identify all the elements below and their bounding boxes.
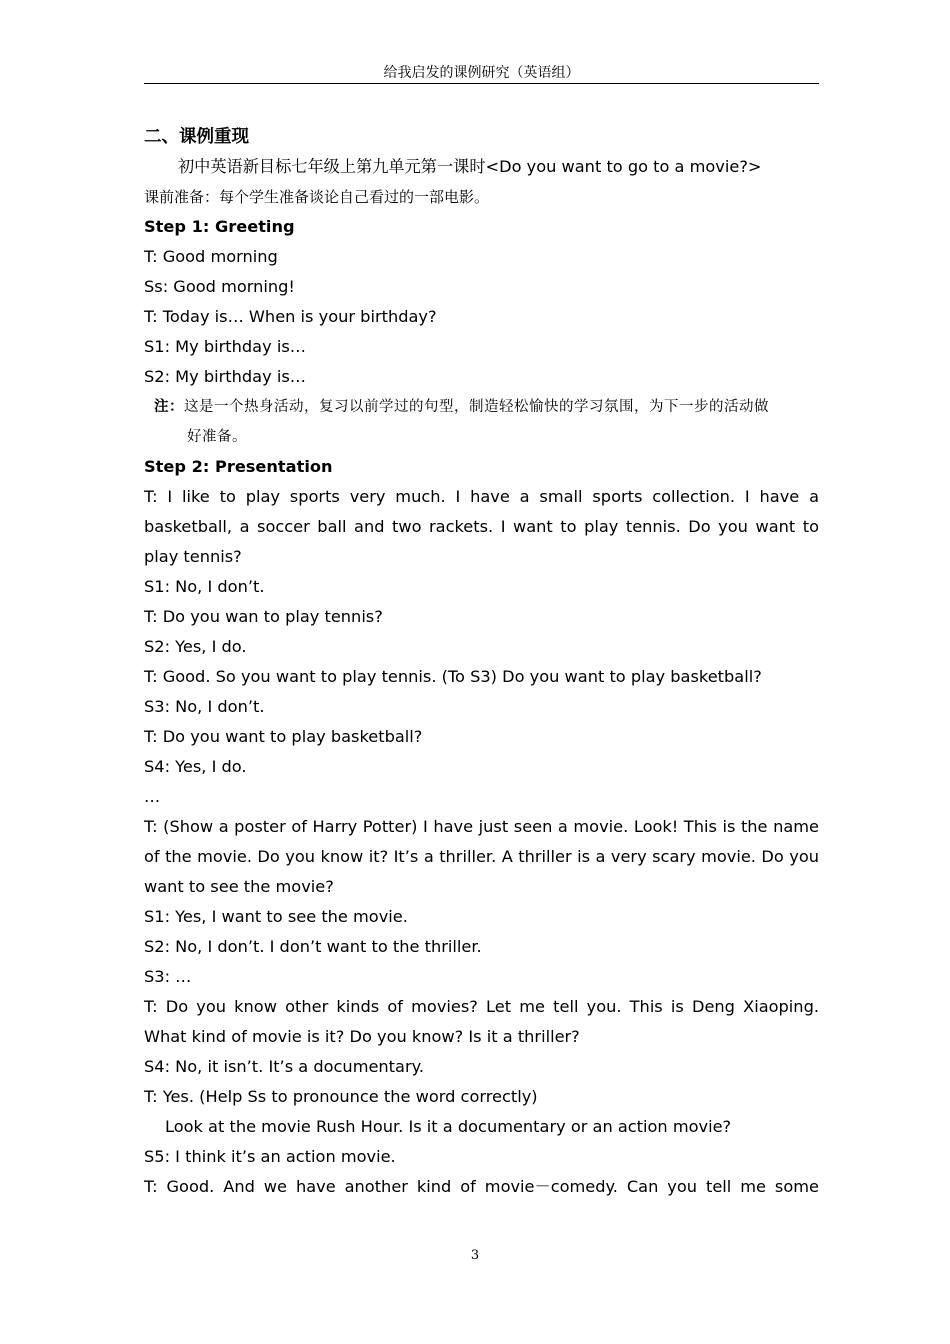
- dialogue-line: Look at the movie Rush Hour. Is it a documentary or an action movie?: [165, 1117, 732, 1136]
- note-text: 这是一个热身活动，复习以前学过的句型，制造轻松愉快的学习氛围，为下一步的活动做: [184, 399, 769, 415]
- dialogue-paragraph: T: Do you know other kinds of movies? Let me tell you. This is Deng Xiaoping. What kind of movie is it? Do you know? Is it a thriller?: [144, 997, 819, 1046]
- dialogue-line: S2: No, I don’t. I don’t want to the thriller.: [144, 937, 482, 956]
- dialogue-line: T: Good. And we have another kind of movie－comedy. Can you tell me some: [144, 1177, 819, 1196]
- lesson-title: 初中英语新目标七年级上第九单元第一课时<Do you want to go to a movie?>: [178, 157, 762, 176]
- dialogue-line: T: Good. So you want to play tennis. (To S3) Do you want to play basketball?: [144, 667, 762, 686]
- dialogue-paragraph: T: (Show a poster of Harry Potter) I have just seen a movie. Look! This is the name of the movie. Do you know it? It’s a thriller. A thriller is a very scary movie. Do you want to see the movie?: [144, 817, 819, 896]
- dialogue-line: S5: I think it’s an action movie.: [144, 1147, 396, 1166]
- dialogue-line: S4: Yes, I do.: [144, 757, 247, 776]
- dialogue-line: S4: No, it isn’t. It’s a documentary.: [144, 1057, 425, 1076]
- page-number: 3: [470, 1248, 480, 1263]
- step1-heading: Step 1: Greeting: [144, 217, 295, 236]
- note-label: 注：: [154, 398, 184, 415]
- dialogue-line: T: Do you wan to play tennis?: [144, 607, 383, 626]
- dialogue-line: S1: No, I don’t.: [144, 577, 265, 596]
- step2-heading: Step 2: Presentation: [144, 457, 333, 476]
- dialogue-line: S2: My birthday is…: [144, 367, 306, 386]
- dialogue-paragraph: T: I like to play sports very much. I have a small sports collection. I have a basketball, a soccer ball and two rackets. I want to play tennis. Do you want to play tennis?: [144, 487, 819, 566]
- dialogue-line: T: Do you want to play basketball?: [144, 727, 423, 746]
- dialogue-line: S1: My birthday is…: [144, 337, 306, 356]
- dialogue-line: S1: Yes, I want to see the movie.: [144, 907, 408, 926]
- dialogue-line: S2: Yes, I do.: [144, 637, 247, 656]
- preparation-text: 课前准备：每个学生准备谈论自己看过的一部电影。: [144, 188, 490, 206]
- section-title: 二、课例重现: [144, 127, 249, 147]
- dialogue-line: S3: No, I don’t.: [144, 697, 265, 716]
- note-continuation: 好准备。: [187, 429, 247, 445]
- dialogue-line: S3: …: [144, 967, 192, 986]
- page-header: 给我启发的课例研究（英语组）: [144, 64, 819, 84]
- ellipsis-line: …: [144, 787, 161, 806]
- step1-note: [144, 392, 819, 422]
- dialogue-line: Ss: Good morning!: [144, 277, 295, 296]
- dialogue-line: T: Today is… When is your birthday?: [144, 307, 437, 326]
- dialogue-line: T: Yes. (Help Ss to pronounce the word correctly): [144, 1087, 538, 1106]
- dialogue-line: T: Good morning: [144, 247, 278, 266]
- document-body: [144, 122, 819, 1202]
